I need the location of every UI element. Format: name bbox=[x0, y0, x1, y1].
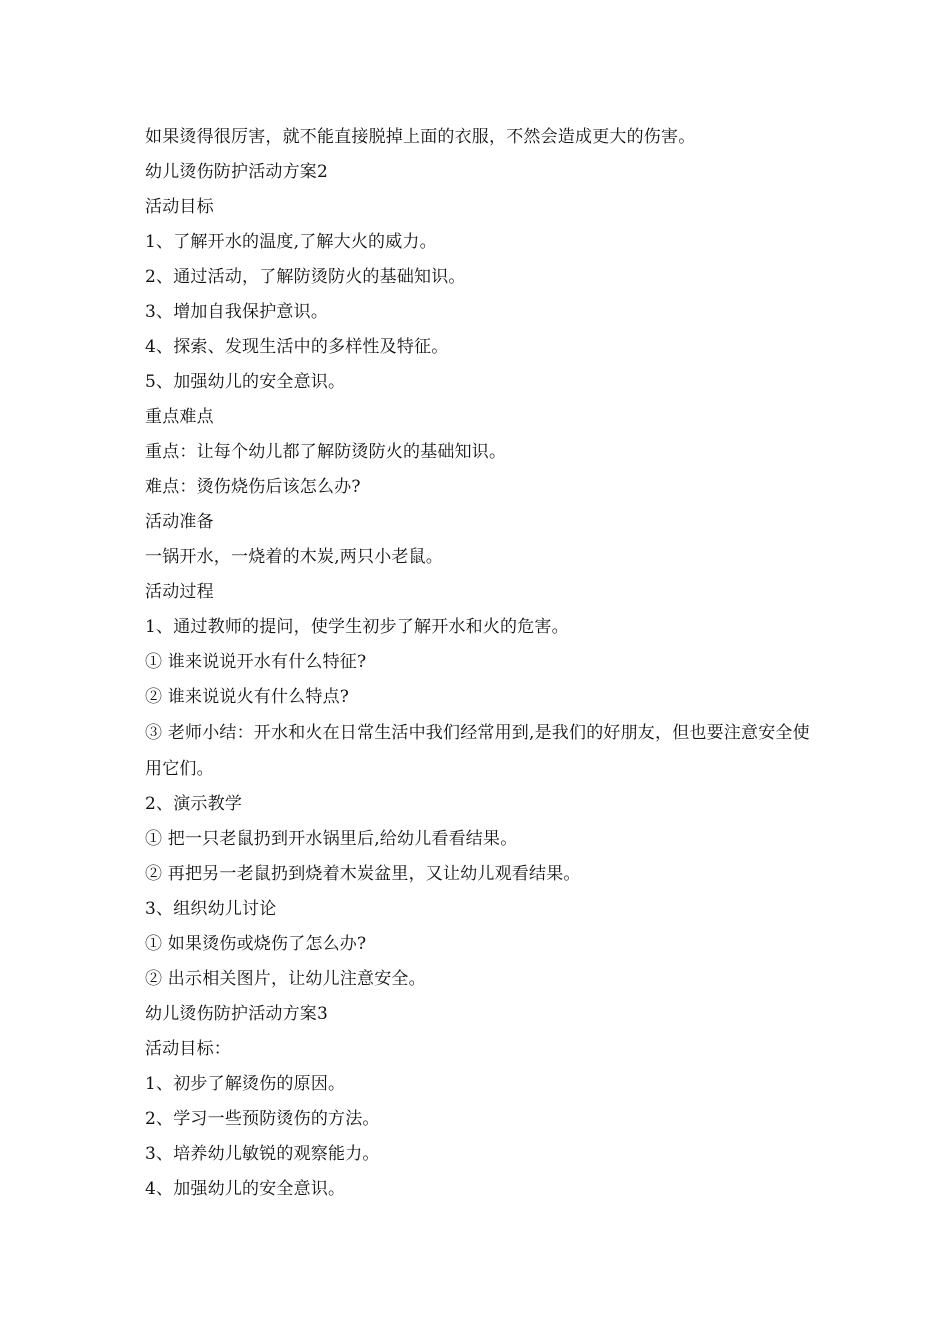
list-item: 5、加强幼儿的安全意识。 bbox=[145, 372, 346, 392]
list-item: ① 把一只老鼠扔到开水锅里后,给幼儿看看结果。 bbox=[145, 829, 518, 849]
list-item: ① 如果烫伤或烧伤了怎么办? bbox=[145, 934, 367, 954]
subheading: 活动准备 bbox=[145, 512, 214, 532]
subheading: 活动过程 bbox=[145, 582, 214, 602]
paragraph: 一锅开水，一烧着的木炭,两只小老鼠。 bbox=[145, 547, 444, 567]
list-item: 1、通过教师的提问，使学生初步了解开水和火的危害。 bbox=[145, 617, 569, 637]
list-item: 3、组织幼儿讨论 bbox=[145, 899, 277, 919]
list-item: ② 再把另一老鼠扔到烧着木炭盆里，又让幼儿观看结果。 bbox=[145, 864, 581, 884]
list-item: ① 谁来说说开水有什么特征? bbox=[145, 652, 367, 672]
list-item: 1、初步了解烫伤的原因。 bbox=[145, 1074, 346, 1094]
list-item: 3、增加自我保护意识。 bbox=[145, 302, 329, 322]
list-item: 4、加强幼儿的安全意识。 bbox=[145, 1179, 346, 1199]
subheading: 活动目标： bbox=[145, 1039, 231, 1059]
list-item: 2、演示教学 bbox=[145, 794, 243, 814]
list-item: 4、探索、发现生活中的多样性及特征。 bbox=[145, 337, 449, 357]
subheading: 重点难点 bbox=[145, 407, 214, 427]
list-item: ② 出示相关图片，让幼儿注意安全。 bbox=[145, 969, 426, 989]
paragraph: 难点：烫伤烧伤后该怎么办? bbox=[145, 477, 361, 497]
document-body bbox=[145, 120, 825, 1207]
list-item: 2、学习一些预防烫伤的方法。 bbox=[145, 1109, 380, 1129]
section-heading: 幼儿烫伤防护活动方案3 bbox=[145, 1004, 329, 1024]
paragraph: 重点：让每个幼儿都了解防烫防火的基础知识。 bbox=[145, 442, 507, 462]
section-heading: 幼儿烫伤防护活动方案2 bbox=[145, 162, 329, 182]
paragraph: 如果烫得很厉害，就不能直接脱掉上面的衣服，不然会造成更大的伤害。 bbox=[145, 127, 696, 147]
list-item: 3、培养幼儿敏锐的观察能力。 bbox=[145, 1144, 380, 1164]
list-item: 2、通过活动，了解防烫防火的基础知识。 bbox=[145, 267, 466, 287]
subheading: 活动目标 bbox=[145, 197, 214, 217]
list-item: 1、了解开水的温度,了解大火的威力。 bbox=[145, 232, 437, 252]
list-item: ② 谁来说说火有什么特点? bbox=[145, 687, 350, 707]
list-item: ③ 老师小结：开水和火在日常生活中我们经常用到,是我们的好朋友，但也要注意安全使用它们。 bbox=[145, 723, 810, 779]
